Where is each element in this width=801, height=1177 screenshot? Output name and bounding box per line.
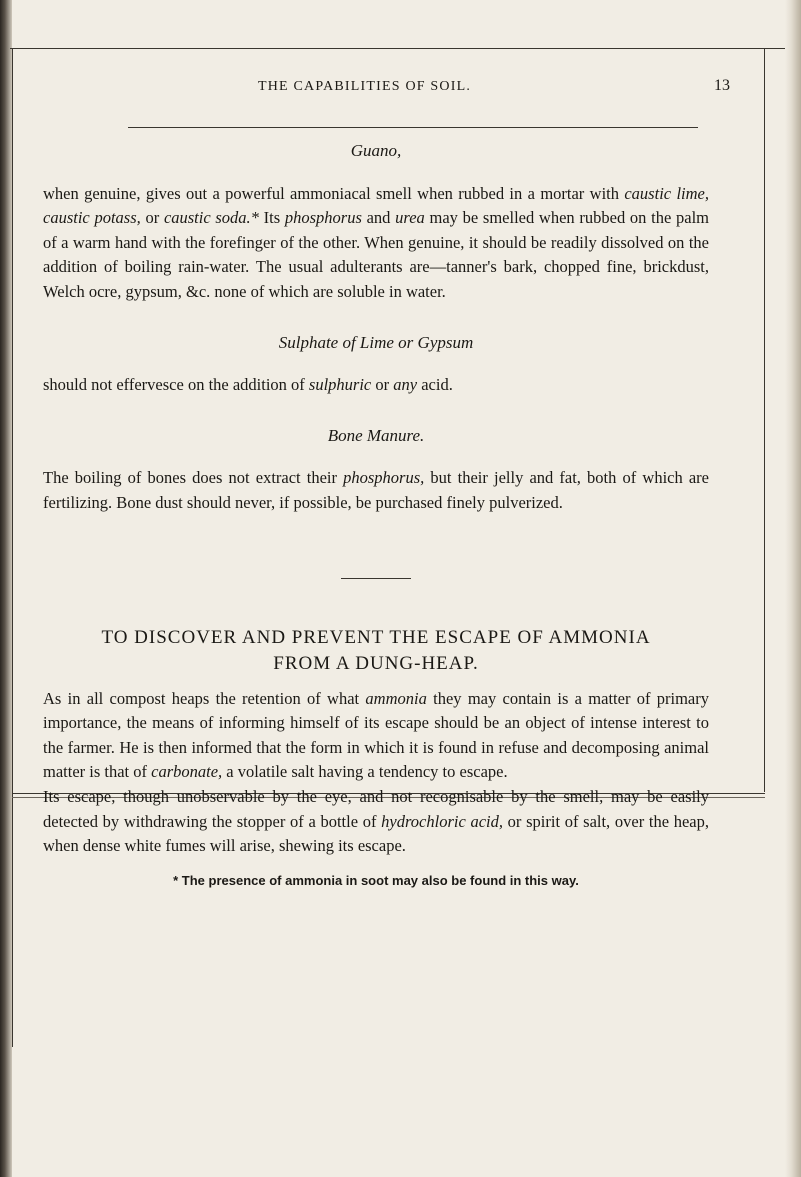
guano-phosphorus: phosphorus bbox=[284, 208, 362, 228]
ammonia-p1-text-1: As in all compost heaps the retention of what bbox=[43, 688, 366, 708]
page-frame-right bbox=[764, 48, 765, 792]
ammonia-paragraph-1 bbox=[43, 687, 709, 785]
page-binding-edge bbox=[0, 0, 12, 1177]
guano-caustic-lime: caustic lime, bbox=[624, 183, 709, 203]
guano-text-1: when genuine, gives out a powerful ammoniacal smell when rubbed in a mortar with bbox=[43, 183, 625, 203]
section-title-line-2: FROM A DUNG-HEAP. bbox=[273, 652, 479, 674]
page-content bbox=[43, 139, 709, 893]
guano-urea: urea bbox=[395, 208, 425, 228]
sulphate-heading: Sulphate of Lime or Gypsum bbox=[278, 332, 474, 352]
guano-paragraph bbox=[43, 182, 709, 305]
guano-its: Its bbox=[258, 208, 285, 228]
header-rule bbox=[128, 127, 698, 128]
sulphate-paragraph bbox=[43, 373, 709, 398]
bone-paragraph bbox=[43, 466, 709, 515]
page-right-edge bbox=[785, 0, 801, 1177]
page-top-rule bbox=[10, 48, 785, 49]
sulphate-text-2: acid. bbox=[417, 375, 453, 395]
guano-heading: Guano, bbox=[350, 141, 402, 160]
guano-text-2: may be smelled when rubbed on the palm of a warm hand with the forefinger of the other. When genuine, it should be readily dissolved on the addition of boiling rain-water. The usual adulterants are—tanner's bark, chopped fine, brickdust, Welch ocre, gypsum, &c. none of which are soluble in water. bbox=[43, 208, 709, 301]
page-number: 13 bbox=[714, 77, 730, 94]
guano-caustic-soda: caustic soda.* bbox=[163, 208, 259, 228]
bone-text-2: but their jelly and fat, both of which are fertilizing. Bone dust should never, if possible, be purchased finely pulverized. bbox=[43, 468, 709, 512]
sulphate-any: any bbox=[393, 375, 418, 395]
sulphate-or: or bbox=[371, 375, 394, 395]
guano-or: or bbox=[140, 208, 164, 228]
section-title-line-1: TO DISCOVER AND PREVENT THE ESCAPE OF AMMONIA bbox=[101, 626, 651, 648]
footnote: * The presence of ammonia in soot may also be found in this way. bbox=[173, 872, 579, 888]
ammonia-p1-text-3: a volatile salt having a tendency to escape. bbox=[222, 762, 508, 782]
guano-and: and bbox=[361, 208, 396, 228]
page-frame-left bbox=[12, 48, 13, 1047]
bone-phosphorus: phosphorus, bbox=[343, 468, 425, 488]
sulphate-sulphuric: sulphuric bbox=[308, 375, 372, 395]
ammonia-paragraph-2 bbox=[43, 785, 709, 859]
ammonia-p2-hydrochloric: hydrochloric acid, bbox=[381, 811, 503, 831]
ammonia-p1-text-2: they may contain is a matter of primary importance, the means of informing himself of its escape should be an object of intense interest to the farmer. He is then informed that the form in which it is found in refuse and decomposing animal matter is that of bbox=[43, 688, 709, 782]
bone-heading: Bone Manure. bbox=[327, 425, 425, 445]
ammonia-p2-text-1: Its escape, though unobservable by the eye, and not recognisable by the smell, may be easily detected by withdrawing the stopper of a bottle of bbox=[43, 786, 709, 831]
ammonia-p1-ammonia: ammonia bbox=[365, 688, 427, 708]
sulphate-text-1: should not effervesce on the addition of bbox=[43, 375, 309, 395]
guano-caustic-potass: caustic potass, bbox=[43, 208, 141, 228]
ammonia-p1-carbonate: carbonate, bbox=[151, 762, 223, 782]
running-title: THE CAPABILITIES OF SOIL. bbox=[258, 79, 472, 94]
ammonia-p2-text-2: or spirit of salt, over the heap, when dense white fumes will arise, shewing its escape. bbox=[43, 811, 709, 856]
bone-text-1: The boiling of bones does not extract their bbox=[43, 468, 344, 488]
